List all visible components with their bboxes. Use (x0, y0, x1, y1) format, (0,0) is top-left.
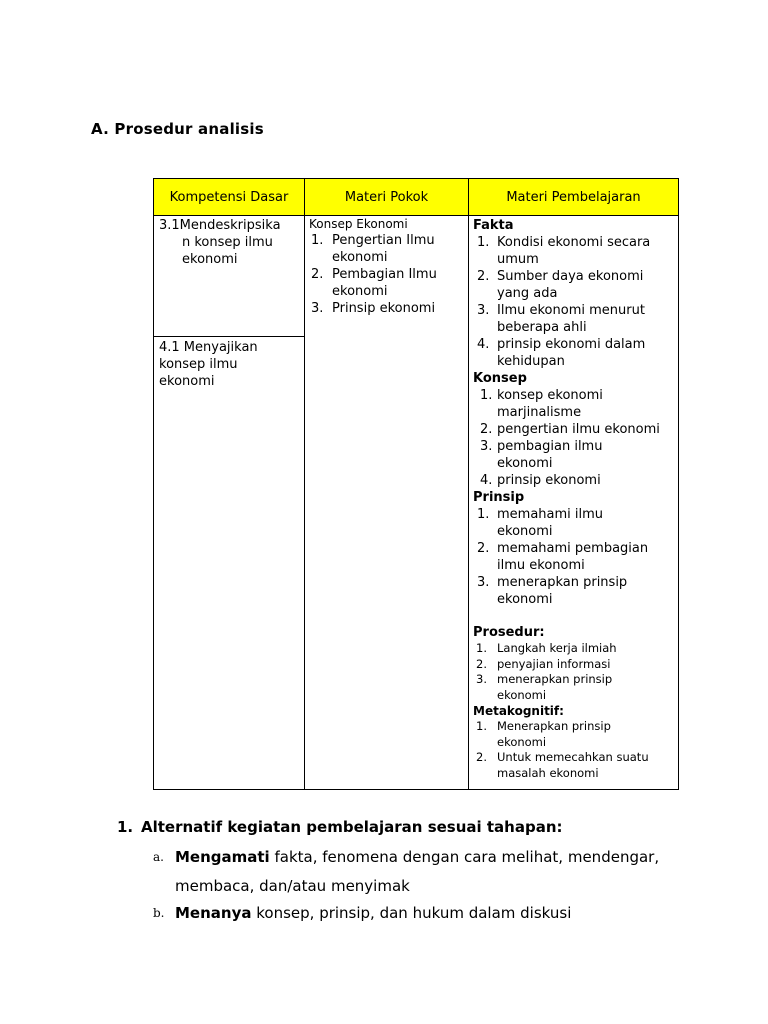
item-text: beberapa ahli (497, 320, 587, 335)
item-text: ekonomi (497, 734, 547, 749)
kompetensi-dasar-3-1 (159, 217, 299, 268)
item-text: ekonomi (497, 524, 553, 539)
alternatif-heading (117, 818, 563, 836)
konsep-title: Konsep (473, 371, 527, 386)
materi-pokok-list (309, 232, 469, 317)
materi-pembelajaran-cell (473, 217, 678, 781)
item-number: 4. (477, 337, 490, 352)
list-item (473, 302, 678, 336)
list-item (473, 421, 678, 438)
list-item (473, 540, 678, 574)
item-text: Kondisi ekonomi secara (497, 235, 651, 250)
column-divider (304, 179, 305, 789)
item-text: masalah ekonomi (497, 765, 599, 780)
metakognitif-title: Metakognitif: (473, 704, 564, 718)
item-text (175, 843, 659, 872)
header-label: Materi Pokok (344, 189, 429, 205)
item-text: memahami ilmu (497, 507, 604, 522)
list-item (473, 336, 678, 370)
kd-line: n konsep ilmu (182, 235, 273, 250)
item-number: 1. (476, 641, 487, 655)
item-text (175, 899, 571, 928)
item-text: marjinalisme (497, 405, 582, 420)
item-text: menerapkan prinsip (497, 672, 613, 686)
header-kompetensi-dasar (154, 179, 305, 215)
item-text: Langkah kerja ilmiah (497, 641, 617, 655)
fakta-title: Fakta (473, 218, 514, 233)
kd-line: ekonomi (182, 252, 238, 267)
item-number: 3. (311, 301, 324, 316)
item-text: konsep ekonomi (497, 388, 603, 403)
item-text: Sumber daya ekonomi (497, 269, 644, 284)
item-number: 1. (480, 388, 493, 403)
prosedur-title: Prosedur: (473, 625, 545, 640)
list-item (473, 657, 678, 673)
kd-line: 3.1Mendeskripsika (159, 218, 281, 233)
list-item (473, 641, 678, 657)
item-number: 3. (477, 303, 490, 318)
item-text: ekonomi (497, 592, 553, 607)
list-item (473, 506, 678, 540)
header-label: Materi Pembelajaran (506, 189, 641, 205)
item-text: ekonomi (497, 456, 553, 471)
materi-pokok-cell (309, 217, 469, 317)
list-item (309, 266, 469, 300)
kd-line: ekonomi (159, 374, 215, 389)
alternatif-item-a (153, 843, 673, 901)
list-item (473, 268, 678, 302)
item-keyword: Menanya (175, 904, 252, 922)
item-text: ilmu ekonomi (497, 558, 585, 573)
kd-line: konsep ilmu (159, 357, 238, 372)
list-item (309, 300, 469, 317)
item-number: 2. (477, 541, 490, 556)
row-divider (154, 336, 304, 337)
item-rest: konsep, prinsip, dan hukum dalam diskusi (251, 904, 572, 922)
item-number: 2. (476, 750, 487, 764)
list-item (473, 472, 678, 489)
item-text: ekonomi (332, 284, 388, 299)
item-number: 1. (477, 235, 490, 250)
list-item (473, 574, 678, 608)
item-number: 3. (480, 439, 493, 454)
item-number: 1. (477, 507, 490, 522)
list-item (473, 387, 678, 421)
materi-pokok-title: Konsep Ekonomi (309, 217, 408, 231)
item-text: yang ada (497, 286, 558, 301)
alternatif-number: 1. (117, 818, 134, 836)
item-text: Ilmu ekonomi menurut (497, 303, 645, 318)
item-text: prinsip ekonomi (497, 473, 601, 488)
item-keyword: Mengamati (175, 848, 270, 866)
kompetensi-dasar-4-1 (159, 339, 299, 390)
item-text: kehidupan (497, 354, 565, 369)
metakognitif-list (473, 719, 678, 781)
list-item (473, 672, 678, 703)
item-rest: fakta, fenomena dengan cara melihat, mendengar, (269, 848, 660, 866)
list-item (473, 719, 678, 750)
alternatif-item-b (153, 899, 673, 928)
item-text: pengertian ilmu ekonomi (497, 422, 660, 437)
item-number: 4. (480, 473, 493, 488)
header-materi-pembelajaran (469, 179, 678, 215)
item-number: 2. (311, 267, 324, 282)
list-item (473, 234, 678, 268)
item-number: 1. (476, 719, 487, 733)
item-letter: a. (153, 850, 164, 864)
list-item (473, 750, 678, 781)
item-number: 1. (311, 233, 324, 248)
item-number: 2. (476, 656, 487, 671)
konsep-list (473, 387, 678, 489)
spacer (473, 608, 678, 624)
section-heading: A. Prosedur analisis (91, 120, 264, 138)
item-text: Prinsip ekonomi (332, 301, 436, 316)
item-text: menerapkan prinsip (497, 575, 628, 590)
item-text: umum (497, 252, 539, 267)
item-text: ekonomi (497, 687, 547, 702)
item-number: 2. (477, 269, 490, 284)
item-text: ekonomi (332, 250, 388, 265)
alternatif-title: Alternatif kegiatan pembelajaran sesuai tahapan: (141, 818, 563, 836)
item-letter: b. (153, 906, 165, 920)
item-number: 2. (480, 422, 493, 437)
item-number: 3. (476, 672, 487, 686)
prinsip-title: Prinsip (473, 490, 525, 505)
fakta-list (473, 234, 678, 370)
prosedur-list (473, 641, 678, 703)
kd-line: 4.1 Menyajikan (159, 340, 258, 355)
item-text-continued: membaca, dan/atau menyimak (175, 877, 410, 895)
item-text: penyajian informasi (497, 656, 611, 671)
prinsip-list (473, 506, 678, 608)
item-text: Pembagian Ilmu (332, 267, 437, 282)
list-item (473, 438, 678, 472)
analysis-table (153, 178, 679, 790)
header-materi-pokok (305, 179, 469, 215)
item-text: Untuk memecahkan suatu (497, 750, 649, 764)
list-item (309, 232, 469, 266)
header-label: Kompetensi Dasar (169, 189, 289, 205)
item-text: memahami pembagian (497, 541, 649, 556)
item-text: Menerapkan prinsip (497, 719, 611, 733)
item-text: Pengertian Ilmu (332, 233, 435, 248)
header-divider (154, 215, 678, 216)
item-text: pembagian ilmu (497, 439, 603, 454)
item-number: 3. (477, 575, 490, 590)
item-text: prinsip ekonomi dalam (497, 337, 646, 352)
